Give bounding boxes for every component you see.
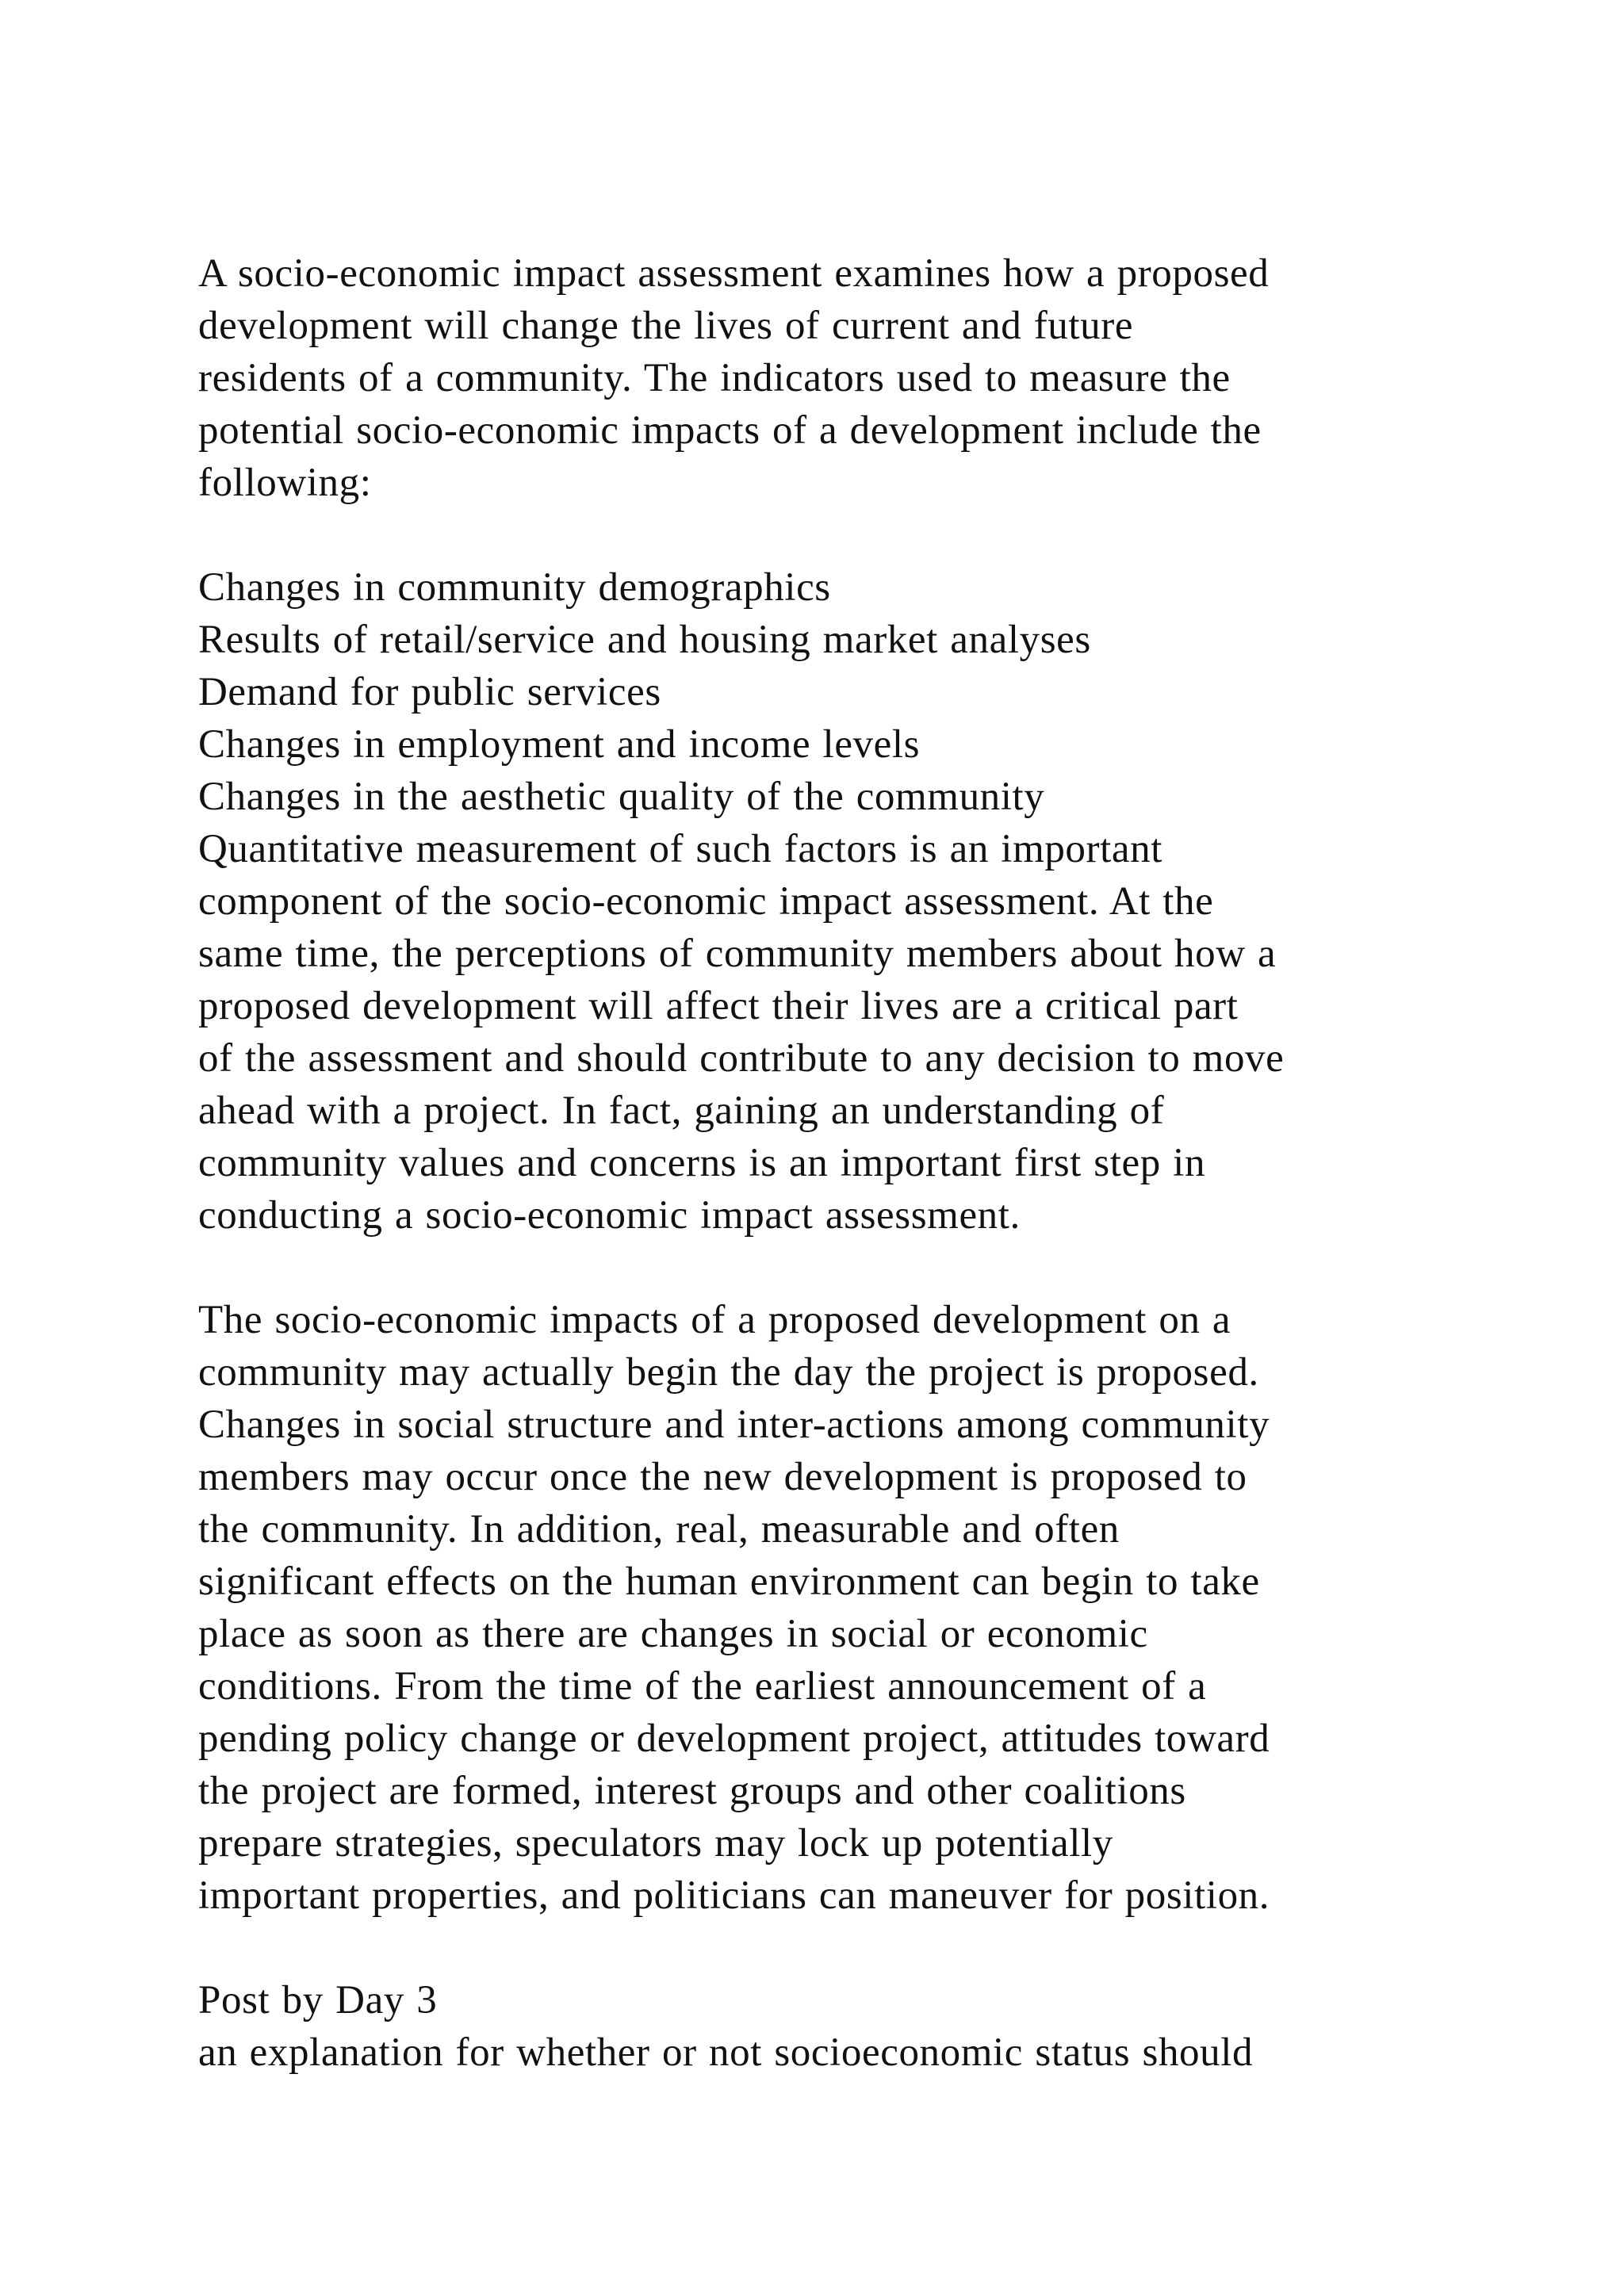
paragraph-spacer xyxy=(198,1242,1546,1294)
list-item: Changes in employment and income levels xyxy=(198,722,921,767)
paragraph-line: place as soon as there are changes in social or economic xyxy=(198,1612,1148,1656)
paragraph-line: Quantitative measurement of such factors is an important xyxy=(198,827,1162,871)
paragraph-line: important properties, and politicians can maneuver for position. xyxy=(198,1873,1270,1918)
paragraph-line: Changes in social structure and inter-actions among community xyxy=(198,1402,1270,1447)
paragraph-line: the community. In addition, real, measurable and often xyxy=(198,1507,1120,1552)
paragraph-line: proposed development will affect their lives are a critical part xyxy=(198,984,1239,1028)
quantitative-paragraph xyxy=(198,823,1546,1242)
paragraph-line: residents of a community. The indicators used to measure the xyxy=(198,356,1231,400)
paragraph-line: the project are formed, interest groups and other coalitions xyxy=(198,1769,1186,1813)
paragraph-line: community may actually begin the day the project is proposed. xyxy=(198,1350,1259,1395)
paragraph-line: members may occur once the new development is proposed to xyxy=(198,1455,1247,1499)
paragraph-line: same time, the perceptions of community members about how a xyxy=(198,932,1277,976)
impacts-paragraph xyxy=(198,1294,1546,1922)
intro-paragraph xyxy=(198,247,1546,509)
post-heading: Post by Day 3 xyxy=(198,1978,438,2022)
paragraph-line: A socio-economic impact assessment examines how a proposed xyxy=(198,251,1270,296)
list-item: Changes in the aesthetic quality of the community xyxy=(198,775,1045,819)
paragraph-line: potential socio-economic impacts of a development include the xyxy=(198,408,1262,453)
document-body xyxy=(198,247,1546,2079)
paragraph-line: following: xyxy=(198,461,372,505)
list-item: Changes in community demographics xyxy=(198,565,831,610)
paragraph-line: pending policy change or development project, attitudes toward xyxy=(198,1716,1270,1761)
paragraph-spacer xyxy=(198,1922,1546,1974)
paragraph-line: development will change the lives of current and future xyxy=(198,304,1134,348)
paragraph-line: community values and concerns is an important first step in xyxy=(198,1141,1206,1185)
paragraph-line: ahead with a project. In fact, gaining an understanding of xyxy=(198,1089,1165,1133)
list-item: Demand for public services xyxy=(198,670,661,714)
paragraph-line: prepare strategies, speculators may lock up potentially xyxy=(198,1821,1113,1866)
paragraph-line: conditions. From the time of the earliest announcement of a xyxy=(198,1664,1207,1709)
paragraph-line: significant effects on the human environment can begin to take xyxy=(198,1559,1260,1604)
paragraph-line: an explanation for whether or not socioeconomic status should xyxy=(198,2030,1254,2075)
indicator-list xyxy=(198,561,1546,823)
paragraph-spacer xyxy=(198,509,1546,561)
paragraph-line: The socio-economic impacts of a proposed development on a xyxy=(198,1298,1231,1342)
post-section xyxy=(198,1974,1546,2079)
paragraph-line: component of the socio-economic impact assessment. At the xyxy=(198,879,1214,924)
paragraph-line: of the assessment and should contribute to any decision to move xyxy=(198,1036,1285,1081)
list-item: Results of retail/service and housing market analyses xyxy=(198,618,1091,662)
paragraph-line: conducting a socio-economic impact assessment. xyxy=(198,1193,1021,1238)
